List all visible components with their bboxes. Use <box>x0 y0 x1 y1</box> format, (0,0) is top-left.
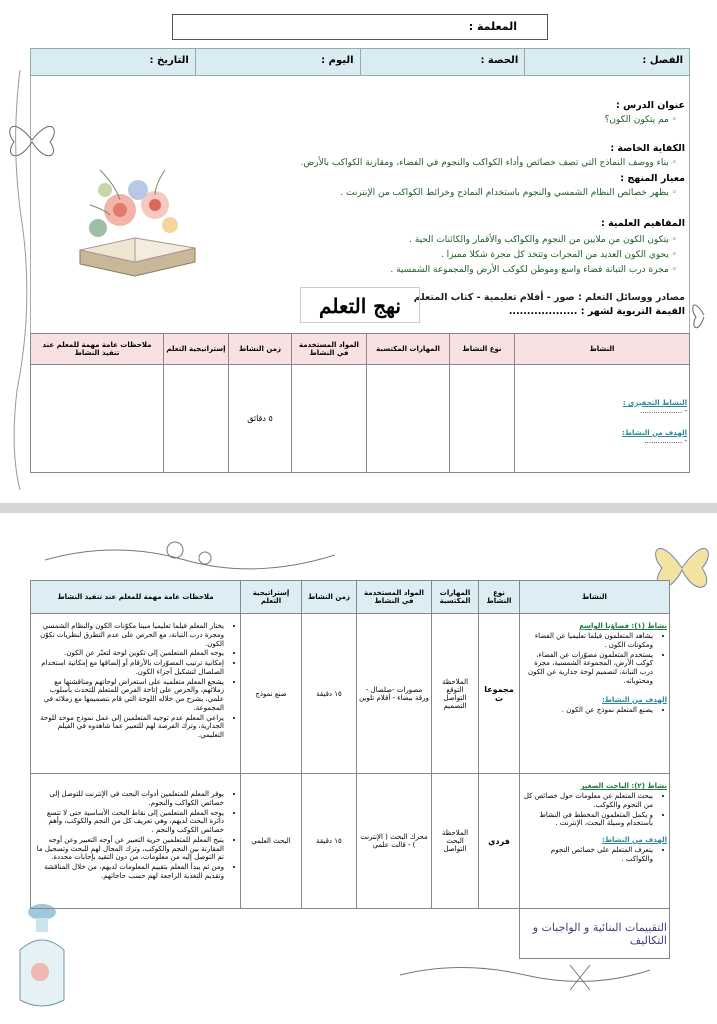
list-item: • و يكمل المتعلمون المخطط في النشاط باستخدام وسيلة البحث، الإنترنت . <box>522 811 653 829</box>
value-row <box>385 306 685 317</box>
list-item: • يتعرف المتعلم على خصائص النجوم والكواكب . <box>522 846 653 864</box>
list-item: • يوجه المعلم المتعلمين إلى نقاط البحث الأساسية حتى لا تتسع دائرة البحث لديهم، وهي تعريف كل من النجم والكوكب، وأهم خصائص الكوكب والنجم . <box>33 809 224 835</box>
table-header-row <box>31 334 690 365</box>
time-cell: ١٥ دقيقة <box>302 774 357 909</box>
assessment-blank <box>31 909 520 959</box>
list-item: • يصنع المتعلم نموذج عن الكون . <box>522 706 653 715</box>
time-cell: ٥ دقائق <box>229 365 292 473</box>
table-row <box>31 909 670 959</box>
table-row <box>31 774 670 909</box>
list-item: • يختار المعلم فيلما تعليميا مبينا مكوّنات الكون والنظام الشمسي ومجرة درب التبانة، مع الحرص على عدم التطرق لنظريات تكوّن الكون. <box>33 622 224 648</box>
col-time: زمن النشاط <box>229 334 292 365</box>
time-cell: ١٥ دقيقة <box>302 614 357 774</box>
class-field[interactable]: الفصل : <box>524 49 689 75</box>
standard-value: ◦ يظهر خصائص النظام الشمسي والنجوم باستخدام النماذج وخرائط الكواكب من الإنترنت . <box>340 188 677 198</box>
table-row <box>31 614 670 774</box>
col-type: نوع النشاط <box>450 334 515 365</box>
activities-table-1 <box>30 333 690 473</box>
list-item: • يشاهد المتعلمون فيلما تعليميا عن الفضاء ومكونات الكون . <box>522 632 653 650</box>
col-skills: المهارات المكتسبة <box>367 334 450 365</box>
list-item: • يوفر المعلم للمتعلمين أدوات البحث في الإنترنت للتوصل إلى خصائص الكواكب والنجوم. <box>33 790 224 808</box>
notes-cell[interactable] <box>31 365 164 473</box>
list-item: • يتيح المعلم للمتعلمين حرية التعبير عن أوجه التعبير وعن أوجه المقارنة بين النجم والكوكب، وترك المجال لهم للبحث وتسجيل ما تم التوصل إليه من معلومات، من دون التقيد بإجابات محددة. <box>33 836 224 862</box>
skills-cell: الملاحظة التوقع التواصل التصميم <box>432 614 479 774</box>
page-separator <box>0 503 717 513</box>
notes-list <box>33 622 224 740</box>
col-skills: المهارات المكتسبة <box>432 581 479 614</box>
col-materials: المواد المستخدمة في النشاط <box>292 334 367 365</box>
col-type: نوع النشاط <box>479 581 520 614</box>
col-strategy: إستراتيجية التعلم <box>241 581 302 614</box>
col-notes: ملاحظات عامة مهمة للمعلم عند تنفيذ النشاط <box>31 334 164 365</box>
skills-cell: الملاحظة البحث التواصل <box>432 774 479 909</box>
notes-cell[interactable] <box>31 614 241 774</box>
value-label: القيمة التربوية لشهر : <box>580 306 685 317</box>
concept-item: ◦ يحوي الكون العديد من المجرات وتتخذ كل مجرة شكلا مميزا . <box>440 250 677 260</box>
materials-cell: مصورات -صلصال - ورقة بيضاء - أقلام تلوين <box>357 614 432 774</box>
goal-bullets <box>522 706 653 715</box>
skills-cell[interactable] <box>367 365 450 473</box>
type-cell: فردي <box>479 774 520 909</box>
motivation-blank: - ................... <box>639 406 687 415</box>
concepts-list <box>217 233 677 278</box>
list-item: • ومن ثم يبدأ المعلم بتقييم المعلومات لديهم، من خلال المناقشة وتقديم التغذية الراجعة لهم حسب حاجاتهم. <box>33 863 224 881</box>
list-item: • يستخدم المتعلمون مصوّرات عن الفضاء، كوكب الأرض، المجموعة الشمسية، مجرة درب التبانة، لتصميم لوحة جدارية عن الكون ومحتوياته. <box>522 651 653 686</box>
date-field[interactable]: التاريخ : <box>149 55 189 66</box>
goal-label: الهدف من النشاط: <box>621 428 687 437</box>
lesson-header-row <box>30 48 690 76</box>
activities-table-2 <box>30 580 670 959</box>
list-item: • يشجع المعلم متعلميه على استعراض لوحاتهم ومناقشتها مع زملائهم، والحرص على إتاحة الفرص للمتعلم للتحدث بأسلوب علمي، يشرح من خلاله اللوحة التي قام بتصميمها مع زملائه في المجموعة. <box>33 678 224 713</box>
col-notes: ملاحظات عامة مهمة للمعلم عند تنفيذ النشاط <box>31 581 241 614</box>
goal-label: الهدف من النشاط: <box>601 695 667 704</box>
concept-item: ◦ مجرة درب التبانة فضاء واسع وموطن لكوكب الأرض والمجموعة الشمسية . <box>390 265 677 275</box>
standard-label: معيار المنهج : <box>620 173 685 184</box>
col-time: زمن النشاط <box>302 581 357 614</box>
table-header-row <box>31 581 670 614</box>
motivation-label: النشاط التحفيزي : <box>622 398 687 407</box>
motivation-cell[interactable] <box>515 365 690 473</box>
goal-bullets <box>522 846 653 864</box>
activity-cell[interactable] <box>520 614 670 774</box>
activity-title: نشاط (٢): الباحث الصغير <box>580 782 667 790</box>
goal-label: الهدف من النشاط: <box>601 836 667 844</box>
logo-text: نهج التعلم <box>300 287 420 323</box>
col-materials: المواد المستخدمة في النشاط <box>357 581 432 614</box>
materials-cell[interactable] <box>292 365 367 473</box>
list-item: • يوجه المعلم المتعلمين إلى تكوين لوحة لتعبّر عن الكون. <box>33 649 224 658</box>
list-item: • يراعي المعلم عدم توجيه المتعلمين إلى عمل نموذج موحد للوحة الجدارية، وترك الفرصة لهم للتعبير عما شاهدوه في الفيلم التعليمي. <box>33 714 224 740</box>
day-field[interactable]: اليوم : <box>195 49 360 75</box>
notes-list <box>33 790 224 881</box>
activity-title: نشاط (١): فضاؤنا الواسع <box>579 622 667 630</box>
col-activity: النشاط <box>515 334 690 365</box>
lesson-title-value: ◦ مم يتكون الكون؟ <box>604 115 677 125</box>
lesson-title-label: عنوان الدرس : <box>616 100 685 111</box>
concepts-label: المفاهيم العلمية : <box>601 218 685 229</box>
strategy-cell[interactable] <box>164 365 229 473</box>
period-field[interactable]: الحصة : <box>360 49 525 75</box>
table-row <box>31 365 690 473</box>
goal-blank: - ................. <box>644 436 687 445</box>
competency-label: الكفاية الخاصة : <box>610 143 685 154</box>
col-activity: النشاط <box>520 581 670 614</box>
concept-item: ◦ يتكون الكون من ملايين من النجوم والكواكب والأقمار والكائنات الحية . <box>409 235 677 245</box>
list-item: • إمكانية ترتيب المصوّرات بالأرقام أو إلصاقها مع إمكانية استخدام الصلصال لتشكيل أجزاء الكون. <box>33 659 224 677</box>
teacher-field[interactable] <box>172 14 548 40</box>
notes-cell[interactable] <box>31 774 241 909</box>
materials-cell: محرك البحث ( الإنترنت ) - قالت علمي <box>357 774 432 909</box>
value-dots: ................... <box>508 306 578 317</box>
teacher-label: المعلمة : <box>468 20 517 33</box>
type-cell[interactable] <box>450 365 515 473</box>
assessment-cell[interactable]: التقييمات البنائية و الواجبات و التكاليف <box>520 909 670 959</box>
col-strategy: إستراتيجية التعلم <box>164 334 229 365</box>
activity-cell[interactable] <box>520 774 670 909</box>
competency-value: ◦ بناء ووصف النماذج التي تصف خصائص وأداء الكواكب والنجوم في الفضاء، ومقارنة الكواكب بالأرض. <box>300 158 677 168</box>
activity-bullets <box>522 632 653 686</box>
list-item: • يبحث المتعلم عن معلومات حول خصائص كل من النجوم والكوكب. <box>522 792 653 810</box>
type-cell: مجموعا ت <box>479 614 520 774</box>
strategy-cell: البحث العلمي <box>241 774 302 909</box>
resources: مصادر ووسائل التعلم : صور - أفلام تعليمية - كتاب المتعلم <box>413 292 685 303</box>
strategy-cell: صنع نموذج <box>241 614 302 774</box>
activity-bullets <box>522 792 653 828</box>
